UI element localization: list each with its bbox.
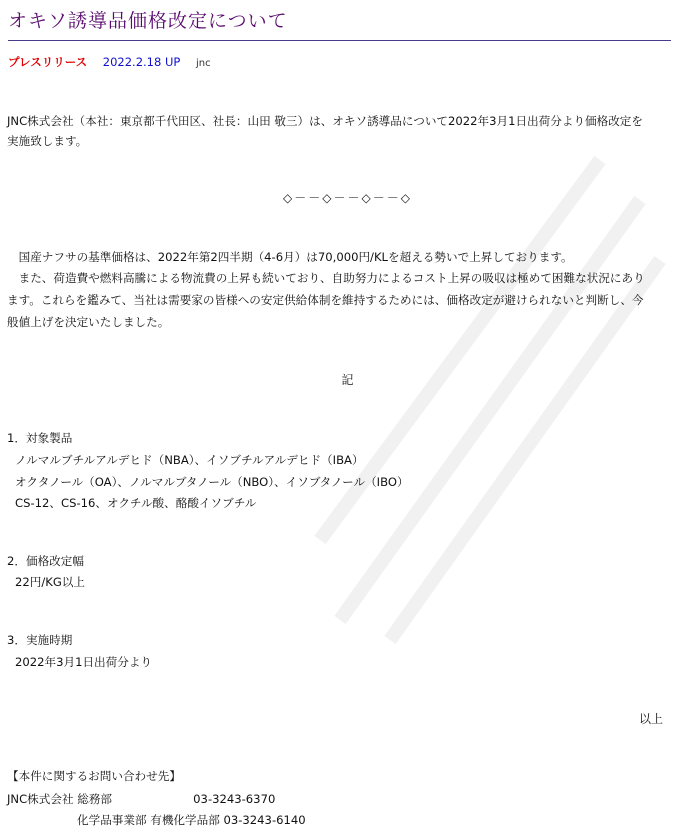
page-title: オキソ誘導品価格改定について (8, 10, 288, 32)
contact-row-2: 化学品事業部 有機化学品部 03-3243-6140 (77, 813, 306, 827)
ki-heading: 記 (341, 373, 354, 387)
section-1-item: CS-12、CS-16、オクチル酸、酪酸イソブチル (15, 496, 257, 510)
closing-ijou: 以上 (638, 712, 663, 726)
author-tag: jnc (195, 58, 211, 69)
intro-line-1: JNC株式会社（本社：東京都千代田区、社長：山田 敬三）は、オキソ誘導品について2022年3月1日出荷分より価格改定を (7, 114, 643, 128)
contact-row-1: JNC株式会社 総務部 03-3243-6370 (7, 792, 276, 806)
separator: ◇－－◇－－◇－－◇ (283, 191, 412, 205)
release-date: 2022.2.18 UP (102, 55, 181, 69)
title-underline (8, 40, 671, 41)
section-1-item: ノルマルブチルアルデヒド（NBA）、イソブチルアルデヒド（IBA） (15, 453, 364, 467)
section-2-item: 22円/KG以上 (15, 575, 86, 589)
section-1-heading: 1．対象製品 (7, 431, 73, 445)
intro-line-2: 実施致します。 (7, 134, 88, 148)
section-3-heading: 3．実施時期 (7, 633, 73, 647)
section-2-heading: 2．価格改定幅 (7, 554, 84, 568)
section-1-item: オクタノール（OA）、ノルマルブタノール（NBO）、イソブタノール（IBO） (15, 475, 409, 489)
body-line-4: 般値上げを決定いたしました。 (7, 315, 170, 329)
body-line-1: 国産ナフサの基準価格は、2022年第2四半期（4-6月）は70,000円/KLを超える勢いで上昇しております。 (7, 250, 573, 264)
body-line-3: ます。これらを鑑みて、当社は需要家の皆様への安定供給体制を維持するためには、価格改定が避けられないと判断し、今 (7, 293, 644, 307)
release-meta (8, 54, 211, 70)
section-3-item: 2022年3月1日出荷分より (15, 655, 153, 669)
contact-heading: 【本件に関するお問い合わせ先】 (7, 769, 181, 783)
category-label: プレスリリース (8, 55, 88, 69)
body-line-2: また、荷造費や燃料高騰による物流費の上昇も続いており、自助努力によるコスト上昇の吸収は極めて困難な状況にあり (7, 271, 645, 285)
